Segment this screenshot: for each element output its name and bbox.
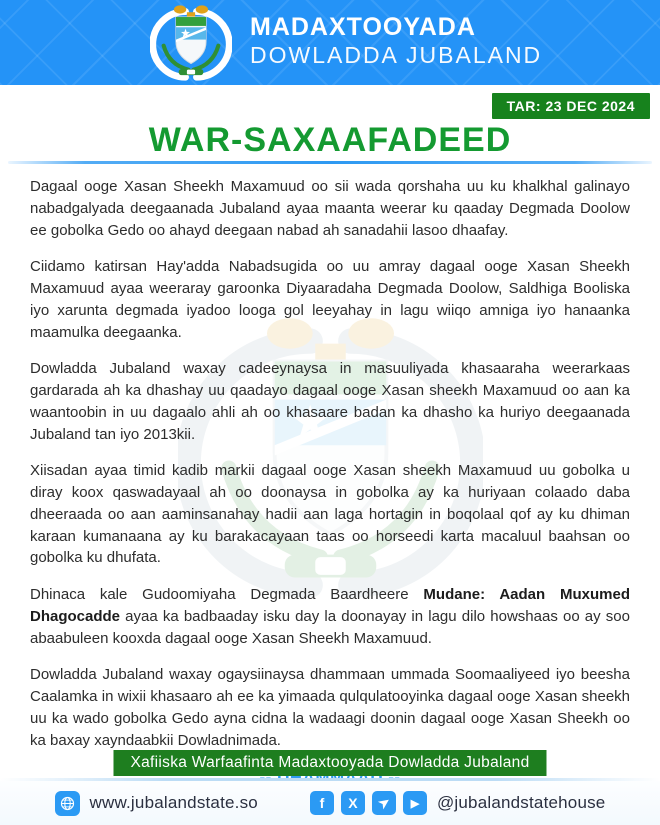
paragraph-5-text-cont: ayaa ka badbaaday isku day la doonayay in lagu dilo howshaas oo ay soo abaabuleen kooxda dagaal ooge Xasan Sheekh Maxamuud. — [30, 607, 630, 647]
social-group — [310, 791, 606, 815]
website-url[interactable]: www.jubalandstate.so — [89, 793, 258, 812]
page-title: WAR-SAXAAFADEED — [148, 121, 512, 159]
date-badge: TAR: 23 DEC 2024 — [492, 93, 650, 119]
jubaland-emblem-icon — [150, 2, 232, 84]
press-release-body — [30, 176, 630, 791]
footer-contact-strip — [0, 781, 660, 825]
x-icon[interactable] — [341, 791, 365, 815]
title-divider — [8, 161, 652, 164]
facebook-icon[interactable] — [310, 791, 334, 815]
telegram-glyph: ➤ — [374, 793, 393, 812]
org-title — [250, 13, 542, 68]
paragraph-5 — [30, 584, 630, 649]
website-group[interactable] — [55, 791, 258, 816]
social-handle[interactable]: @jubalandstatehouse — [436, 793, 606, 812]
org-name-line2: DOWLADDA JUBALAND — [250, 41, 543, 68]
youtube-icon[interactable] — [403, 791, 427, 815]
official-name-bold: Mudane: Aadan Muxumed Dhagocadde — [30, 586, 630, 625]
telegram-icon[interactable] — [372, 791, 396, 815]
paragraph-2: Ciidamo katirsan Hay'adda Nabadsugida oo uu amray dagaal ooge Xasan Sheekh Maxamuud ayaa weeraray garoonka Diyaaradaha Degmada Doolow, Saldhiga Booliska iyo xarunta degmada iyadoo looga gol leeyahay in lagu wiiqo amniga iyo hanaanka maamulka deegaanka. — [30, 258, 630, 341]
paragraph-5-text: Dhinaca kale Gudoomiyaha Degmada Baardheere — [30, 586, 424, 603]
header-banner — [0, 0, 660, 85]
social-icons-row — [310, 791, 427, 815]
paragraph-6: Dowladda Jubaland waxay ogaysiinaysa dhammaan ummada Soomaaliyeed iyo beesha Caalamka in wixii khasaaro ah ee ka yimaada qulqulatooyinka dagaal ooge Xasan sheekh uu ka wado gobolka Gedo ayna cidna la wadaagi doonin dagaal ooge Xasan Sheekh oo ka baxay xayndaabkii Dowladnimada. — [30, 666, 630, 749]
paragraph-1: Dagaal ooge Xasan Sheekh Maxamuud oo sii wada qorshaha uu ku khalkhal galinayo nabadgalyada deegaanada Jubaland ayaa maanta weerar ku qaaday Degmada Doolow ee gobolka Gedo oo ahayd deegaan nabad ah sanadahii lasoo dhaafay. — [30, 178, 630, 239]
paragraph-3: Dowladda Jubaland waxay cadeeynaysa in masuuliyada khasaaraha weerarkaas gardarada ah ka dhashay uu qaadayo dagaal ooge Xasan sheekh Maxamuud oo aan ka waantoobin in uu dagaalo ahli ah oo khasaare badan ka dhasho ka huriyo deegaanada Jubaland tan iyo 2013kii. — [30, 360, 630, 443]
facebook-glyph: f — [319, 795, 325, 811]
paragraph-4: Xiisadan ayaa timid kadib markii dagaal ooge Xasan sheekh Maxamuud uu gobolka u diray koox qaswadayaal ah oo doonaysa in gobolka ay ka huriyaan colaado daba dheeraada oo aan aaminsanahay hadii aan laga hortagin in boqolaal qof ay ku dhiman karaan kumanaana ay ku barakacayaan taas oo horseedi karta macaluul baahsan oo gobolka ku dhufata. — [30, 462, 630, 567]
org-name-line1: MADAXTOOYADA — [250, 13, 476, 41]
globe-icon — [55, 791, 80, 816]
youtube-glyph: ▶ — [410, 797, 420, 810]
press-office-bar: Xafiiska Warfaafinta Madaxtooyada Dowladda Jubaland — [113, 750, 546, 776]
x-glyph: X — [348, 795, 358, 811]
